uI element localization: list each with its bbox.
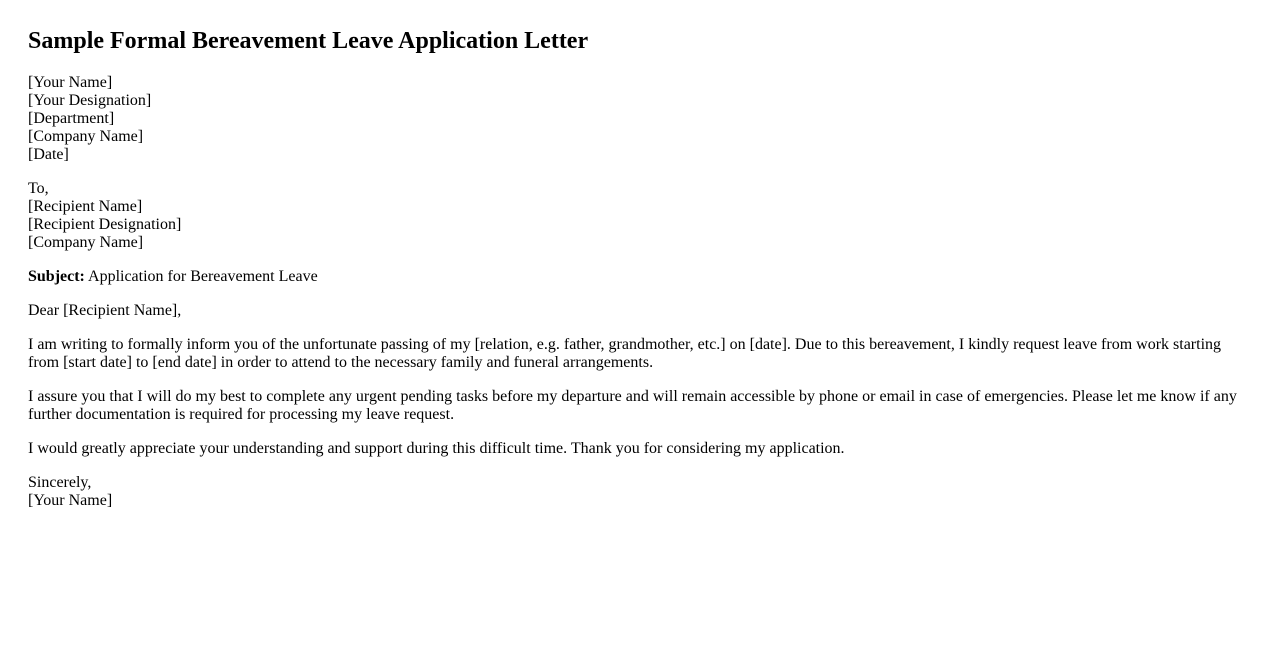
recipient-to: To, [28,180,49,197]
page-title: Sample Formal Bereavement Leave Application Letter [28,28,589,54]
closing-block [28,474,1250,510]
sender-address-block [28,74,1250,164]
salutation: Dear [Recipient Name], [28,302,182,319]
sender-department: [Department] [28,110,115,127]
subject-label: Subject: [28,268,85,285]
signature-name: [Your Name] [28,492,113,509]
sender-designation: [Your Designation] [28,92,152,109]
body-paragraph-1: I am writing to formally inform you of the unfortunate passing of my [relation, e.g. father, grandmother, etc.] on [date]. Due to this bereavement, I kindly request leave from work starting from [start date] to [end date] in order to attend to the necessary family and funeral arrangements. [28,336,1222,371]
body-paragraph-3: I would greatly appreciate your understanding and support during this difficult time. Thank you for considering my application. [28,440,845,457]
recipient-name: [Recipient Name] [28,198,143,215]
recipient-address-block [28,180,1250,252]
sender-company: [Company Name] [28,128,144,145]
sender-name: [Your Name] [28,74,113,91]
recipient-designation: [Recipient Designation] [28,216,182,233]
letter-date: [Date] [28,146,69,163]
closing-phrase: Sincerely, [28,474,92,491]
recipient-company: [Company Name] [28,234,144,251]
body-paragraph-2: I assure you that I will do my best to complete any urgent pending tasks before my departure and will remain accessible by phone or email in case of emergencies. Please let me know if any further documentation is required for processing my leave request. [28,388,1237,423]
subject-line [28,268,1250,286]
subject-text: Application for Bereavement Leave [84,268,318,285]
